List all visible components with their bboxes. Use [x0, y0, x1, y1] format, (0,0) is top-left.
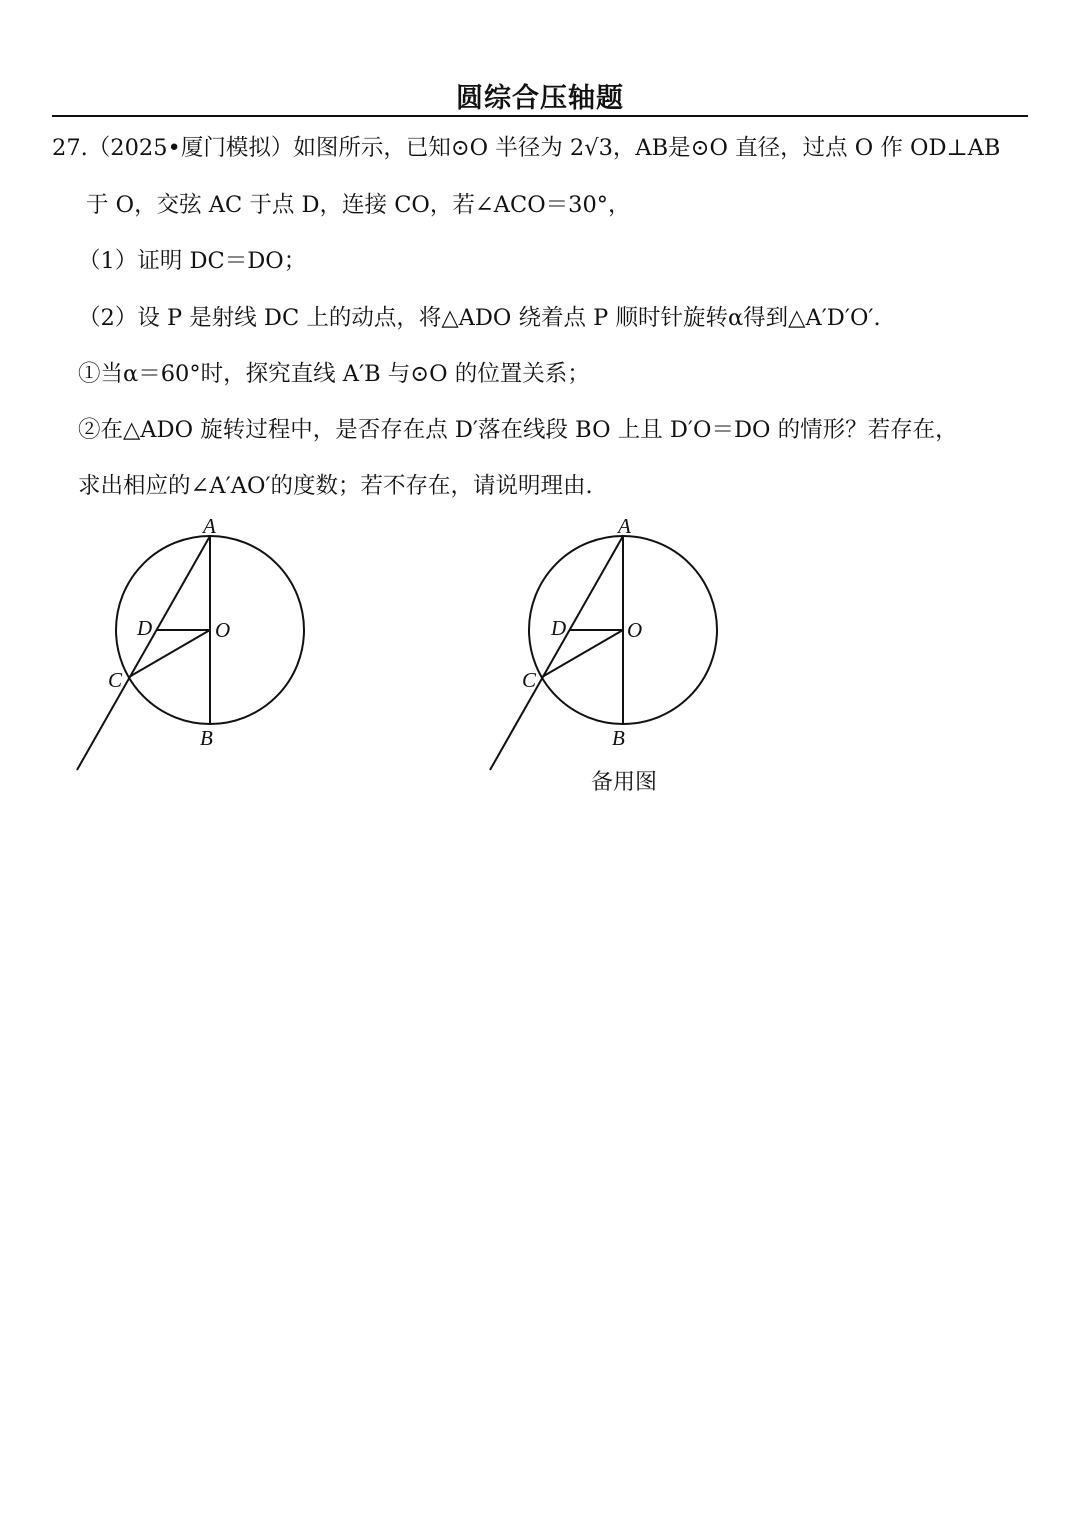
- question-line-1: 27.（2025•厦门模拟）如图所示，已知⊙O 半径为 2√3，AB是⊙O 直径，过点 O 作 OD⊥AB: [52, 135, 1001, 161]
- page-title: 圆综合压轴题: [456, 83, 624, 114]
- label-b: B: [200, 726, 213, 750]
- label-d: D: [137, 616, 153, 640]
- label-a: A: [203, 514, 216, 538]
- label-d: D: [551, 616, 567, 640]
- question-line-2: 于 O，交弦 AC 于点 D，连接 CO，若∠ACO＝30°，: [86, 192, 631, 218]
- label-c: C: [522, 668, 537, 692]
- label-o: O: [627, 618, 643, 642]
- ray-ac: [77, 536, 210, 770]
- geometry-figure-main: [60, 505, 330, 780]
- title-divider: [52, 115, 1028, 117]
- ray-ac: [490, 536, 623, 770]
- geometry-figure-backup: [475, 505, 745, 780]
- question-sub-2-line-2: 求出相应的∠A′AO′的度数；若不存在，请说明理由.: [78, 473, 593, 499]
- question-part-1: （1）证明 DC＝DO；: [78, 248, 307, 274]
- figure-caption: 备用图: [591, 770, 658, 795]
- label-o: O: [215, 618, 231, 642]
- label-a: A: [618, 514, 631, 538]
- question-sub-1: ①当α＝60°时，探究直线 A′B 与⊙O 的位置关系；: [78, 361, 590, 387]
- question-sub-2-line-1: ②在△ADO 旋转过程中，是否存在点 D′落在线段 BO 上且 D′O＝DO 的情形？若存在，: [78, 417, 958, 443]
- question-part-2: （2）设 P 是射线 DC 上的动点，将△ADO 绕着点 P 顺时针旋转α得到△A′D′O′.: [78, 305, 881, 331]
- label-c: C: [108, 668, 123, 692]
- label-b: B: [612, 726, 625, 750]
